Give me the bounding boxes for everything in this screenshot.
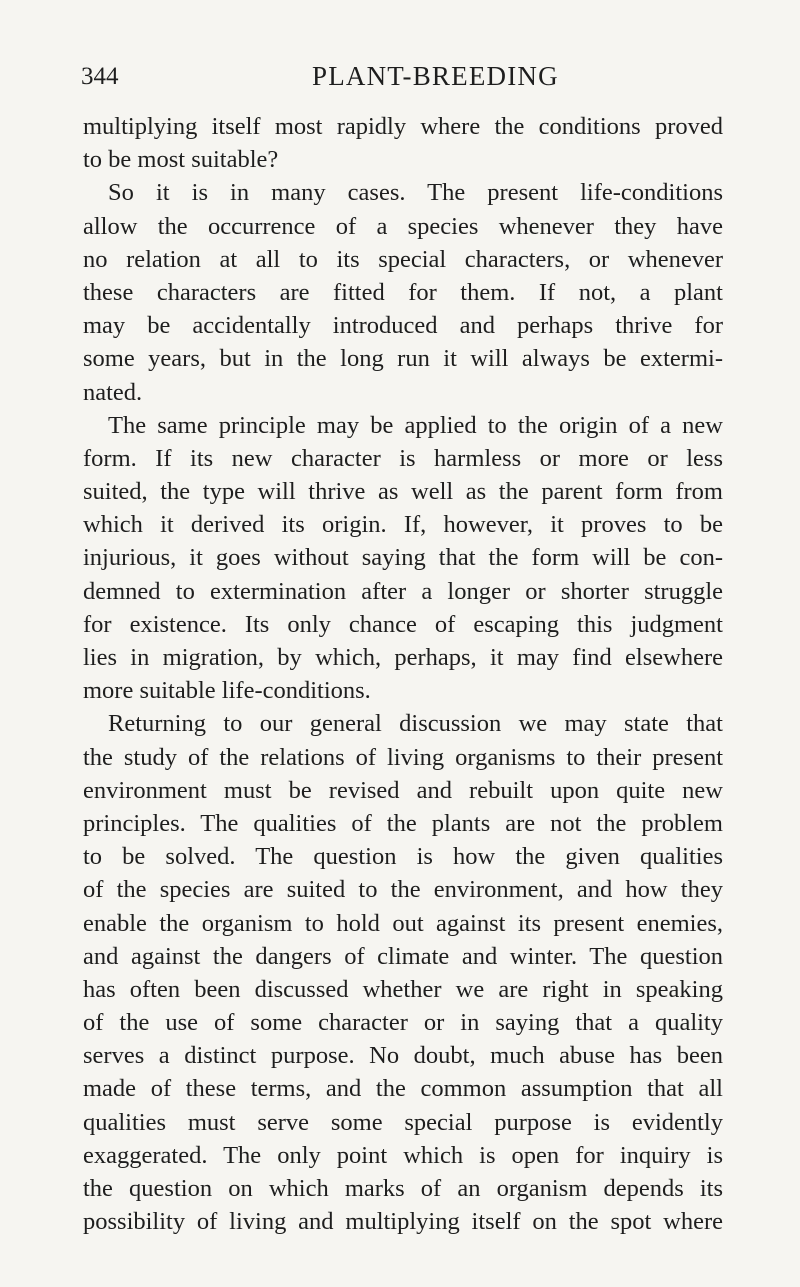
text-line: environment must be revised and rebuilt upon quite new bbox=[83, 776, 723, 804]
text-line: enable the organism to hold out against its present enemies, bbox=[83, 909, 723, 937]
text-line: exaggerated. The only point which is open for inquiry is bbox=[83, 1141, 723, 1169]
text-line: and against the dangers of climate and winter. The question bbox=[83, 942, 723, 970]
text-line: nated. bbox=[83, 378, 143, 406]
text-line: the study of the relations of living organisms to their present bbox=[83, 743, 723, 771]
text-line: no relation at all to its special characters, or whenever bbox=[83, 245, 723, 273]
text-line: to be solved. The question is how the given qualities bbox=[83, 843, 723, 871]
text-line: lies in migration, by which, perhaps, it may find elsewhere bbox=[83, 644, 723, 671]
text-line: of the species are suited to the environment, and how they bbox=[83, 876, 723, 904]
text-line: Returning to our general discussion we may state that bbox=[108, 710, 723, 738]
text-line: the question on which marks of an organism depends its bbox=[83, 1175, 723, 1202]
running-title: PLANT-BREEDING bbox=[312, 61, 559, 91]
body-text bbox=[83, 110, 723, 1238]
text-line: serves a distinct purpose. No doubt, much abuse has been bbox=[83, 1042, 723, 1070]
text-line: principles. The qualities of the plants are not the problem bbox=[83, 809, 723, 837]
text-line: more suitable life-conditions. bbox=[83, 677, 371, 705]
text-line: some years, but in the long run it will always be extermi- bbox=[83, 345, 723, 373]
text-line: multiplying itself most rapidly where the conditions proved bbox=[83, 113, 723, 140]
text-line: may be accidentally introduced and perhaps thrive for bbox=[83, 312, 723, 340]
text-line: So it is in many cases. The present life-conditions bbox=[108, 179, 723, 207]
text-line: injurious, it goes without saying that the form will be con- bbox=[83, 544, 723, 572]
page-number: 344 bbox=[81, 63, 119, 90]
text-line: of the use of some character or in saying that a quality bbox=[83, 1009, 723, 1037]
text-line: suited, the type will thrive as well as the parent form from bbox=[83, 478, 723, 506]
text-line: these characters are fitted for them. If not, a plant bbox=[83, 278, 723, 306]
text-line: qualities must serve some special purpose is evidently bbox=[83, 1108, 723, 1136]
text-line: which it derived its origin. If, however, it proves to be bbox=[83, 511, 723, 539]
text-line: possibility of living and multiplying itself on the spot where bbox=[83, 1208, 723, 1236]
text-line: allow the occurrence of a species whenever they have bbox=[83, 212, 723, 240]
text-line: to be most suitable? bbox=[83, 146, 279, 174]
text-line: demned to extermination after a longer or shorter struggle bbox=[83, 577, 723, 605]
text-line: The same principle may be applied to the origin of a new bbox=[108, 411, 723, 439]
text-line: form. If its new character is harmless or more or less bbox=[83, 444, 723, 472]
text-line: made of these terms, and the common assumption that all bbox=[83, 1075, 723, 1103]
text-line: for existence. Its only chance of escaping this judgment bbox=[83, 610, 723, 638]
text-line: has often been discussed whether we are right in speaking bbox=[83, 975, 723, 1003]
